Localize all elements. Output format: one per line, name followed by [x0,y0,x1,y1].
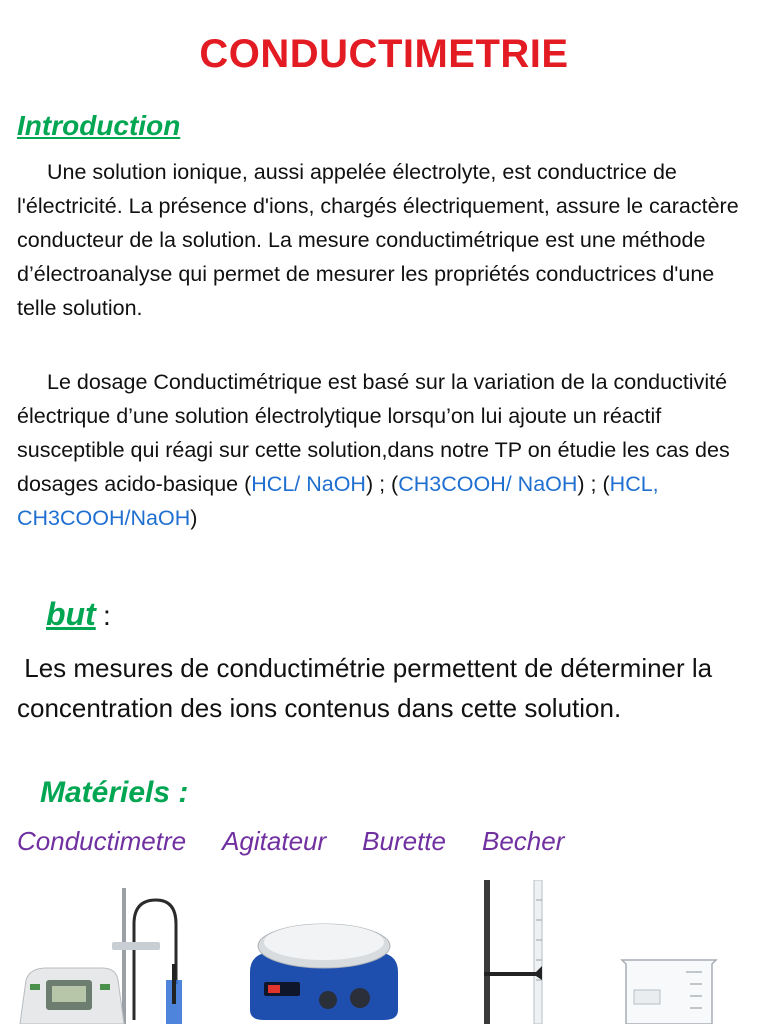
introduction-paragraph-2-text: Le dosage Conductimétrique est basé sur la variation de la conductivité électrique d’une solution électrolytique lorsqu’on lui ajoute un réactif susceptible qui réagi sur cette solution,dans notre TP on étudie les cas des dosages acido-basique ( [17,370,730,496]
but-text [17,648,753,728]
page-title: CONDUCTIMETRIE [199,32,569,76]
but-text-body: Les mesures de conductimétrie permettent de déterminer la concentration des ions contenus dans cette solution. [17,653,713,723]
introduction-heading: Introduction [17,110,181,141]
equipment-labels [17,826,564,857]
separator-1: ) ; ( [365,472,399,496]
chemical-pair-hcl-naoh: HCL/ NaOH [251,472,366,496]
closing-paren: ) [190,506,198,530]
label-burette: Burette [362,826,446,856]
label-becher: Becher [481,826,565,856]
burette-photo [458,880,568,1024]
but-colon: : [103,600,111,631]
chemical-pair-ch3cooh-naoh: CH3COOH/ NaOH [398,472,578,496]
introduction-paragraph-1-text: Une solution ionique, aussi appelée électrolyte, est conductrice de l'électricité. La présence d'ions, chargés électriquement, assure le caractère conducteur de la solution. La mesure conductimétrique est une méthode d’électroanalyse qui permet de mesurer les propriétés conductrices d'une telle solution. [17,160,739,320]
label-conductimetre: Conductimetre [17,826,187,856]
magnetic-stirrer-photo [244,920,404,1024]
introduction-paragraph-2 [17,365,753,535]
separator-2: ) ; ( [577,472,610,496]
materiels-heading: Matériels : [40,776,189,809]
chemical-pair-mixture-naoh: HCL, CH3COOH/NaOH [17,472,659,530]
beaker-photo [616,954,722,1024]
conductimeter-photo [16,884,196,1024]
label-agitateur: Agitateur [222,826,327,856]
but-heading: but [46,596,96,632]
introduction-paragraph-1 [17,155,753,325]
